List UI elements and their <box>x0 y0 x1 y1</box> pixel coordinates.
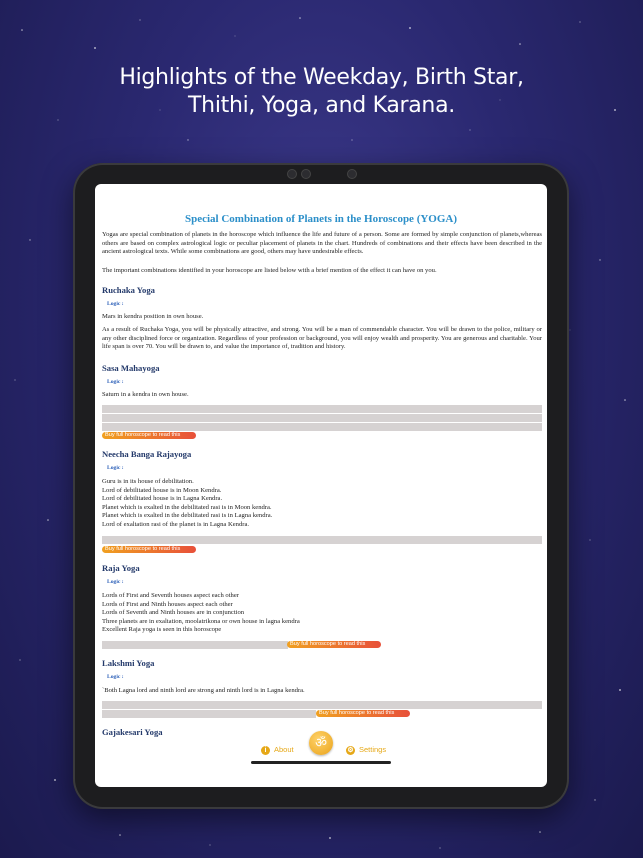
locked-text-bar <box>102 701 542 709</box>
logic-line: Lord of debilitated house is in Lagna Kendra. <box>102 495 223 502</box>
locked-text-bar <box>102 405 542 413</box>
logic-line: Saturn in a kendra in own house. <box>102 391 189 398</box>
logic-line: Lord of debilitated house is in Moon Kendra. <box>102 486 222 494</box>
yoga-heading: Ruchaka Yoga <box>102 285 155 295</box>
gear-icon: ⚙ <box>347 746 354 754</box>
intro-paragraph: Yogas are special combination of planets in the horoscope which influence the life and future of a person. Some are formed by simple conjunction of planets,whereas others are based on complex astrological logic or peculiar placement of planets in the chart. Hundreds of combinations and their effects have been described in the ancient astrological texts. While some combinations are good, others may have undesirable effects. <box>102 231 542 255</box>
yoga-heading: Gajakesari Yoga <box>102 727 163 737</box>
buy-horoscope-button[interactable]: Buy full horoscope to read this <box>316 710 410 717</box>
headline <box>0 64 643 120</box>
logic-line: Excellent Raja yoga is seen in this horoscope <box>102 626 222 633</box>
locked-text-bar <box>102 423 542 431</box>
headline-line-2: Thithi, Yoga, and Karana. <box>188 93 455 118</box>
info-icon: i <box>261 746 270 755</box>
yoga-heading: Neecha Banga Rajayoga <box>102 449 192 459</box>
locked-text-bar <box>102 414 542 422</box>
headline-line-1: Highlights of the Weekday, Birth Star, <box>119 65 524 90</box>
logic-label: Logic : <box>107 379 124 385</box>
logic-line: Planet which is exalted in the debilitated rasi is in Lagna kendra. <box>102 512 273 519</box>
tab-settings[interactable] <box>346 745 386 755</box>
buy-horoscope-button[interactable]: Buy full horoscope to read this <box>102 432 196 439</box>
ganesha-home-button[interactable] <box>309 731 333 755</box>
yoga-heading: Raja Yoga <box>102 563 140 573</box>
home-indicator[interactable] <box>251 761 391 764</box>
locked-text-bar <box>102 641 288 649</box>
yoga-heading: Lakshmi Yoga <box>102 658 155 668</box>
tab-settings-label: Settings <box>359 745 387 754</box>
tab-about-label: About <box>274 745 294 754</box>
locked-text-bar <box>102 710 316 718</box>
logic-line: Guru is in its house of debilitation. <box>102 478 194 485</box>
logic-label: Logic : <box>107 301 124 307</box>
intro-note: The important combinations identified in your horoscope are listed below with a brief mention of the effect it can have on you. <box>102 267 437 274</box>
buy-horoscope-button[interactable]: Buy full horoscope to read this <box>287 641 381 648</box>
sensor-dot <box>287 169 297 179</box>
logic-line: Planet which is exalted in the debilitated rasi is in Moon kendra. <box>102 503 272 511</box>
app-screen <box>95 184 547 787</box>
logic-line: `Both Lagna lord and ninth lord are strong and ninth lord is in Lagna kendra. <box>102 687 305 694</box>
logic-line: Lords of First and Seventh houses aspect each other <box>102 592 239 599</box>
logic-line: Lords of Seventh and Ninth houses are in conjunction <box>102 609 245 616</box>
sensor-dot <box>347 169 357 179</box>
camera-icon <box>301 169 311 179</box>
yoga-effect: As a result of Ruchaka Yoga, you will be physically attractive, and strong. You will be a man of commendable character. You will be drawn to the police, military or any other disciplined force or organization. Regardless of your profession or background, you will enjoy wealth and prosperity. You are generous and charitable. Your life span is over 70. You will be drawn to, and value the importance of, tradition and history. <box>102 326 542 350</box>
logic-line: Lords of First and Ninth houses aspect each other <box>102 600 233 608</box>
logic-line: Mars in kendra position in own house. <box>102 313 204 320</box>
logic-label: Logic : <box>107 465 124 471</box>
logic-line: Three planets are in exaltation, moolatrikona or own house in lagna kendra <box>102 617 300 625</box>
logic-line: Lord of exaltation rasi of the planet is in Lagna Kendra. <box>102 520 250 528</box>
locked-text-bar <box>102 536 542 544</box>
buy-horoscope-button[interactable]: Buy full horoscope to read this <box>102 546 196 553</box>
logic-label: Logic : <box>107 674 124 680</box>
yoga-heading: Sasa Mahayoga <box>102 363 160 373</box>
page-title: Special Combination of Planets in the Horoscope (YOGA) <box>184 213 458 225</box>
bottom-tab-bar <box>95 731 547 771</box>
logic-label: Logic : <box>107 579 124 585</box>
tab-about[interactable] <box>261 745 294 755</box>
ganesha-icon: ॐ <box>315 735 327 750</box>
